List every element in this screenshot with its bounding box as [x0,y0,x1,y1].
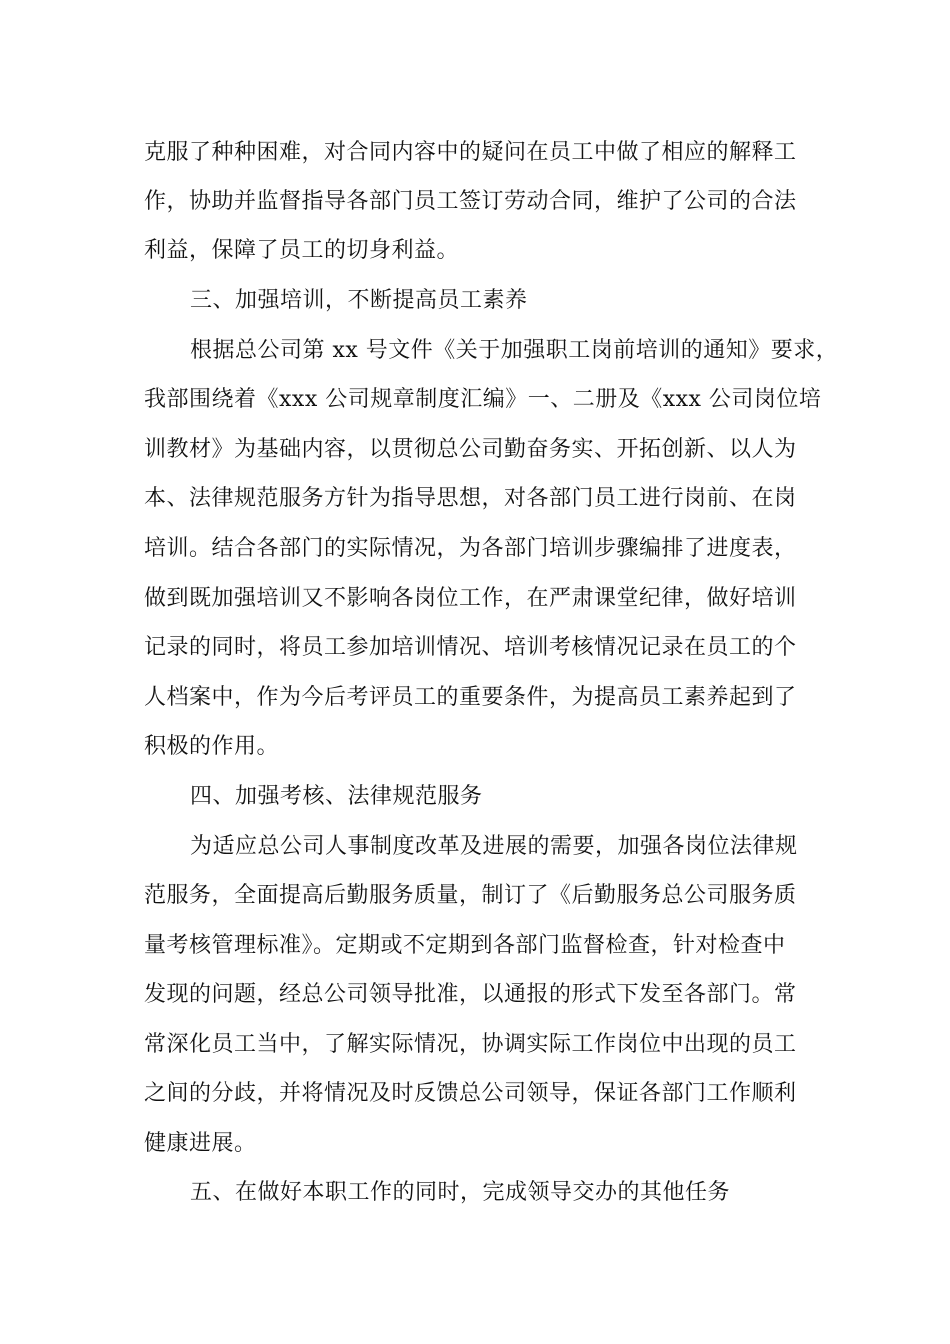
text-line: 克服了种种困难，对合同内容中的疑问在员工中做了相应的解释工 [144,140,797,165]
text-line: 为适应总公司人事制度改革及进展的需要，加强各岗位法律规 [190,834,798,859]
text-line: 常深化员工当中，了解实际情况，协调实际工作岗位中出现的员工 [144,1032,797,1057]
text-line: 根据总公司第 xx 号文件《关于加强职工岗前培训的通知》要求， [190,338,839,363]
section-heading: 五、在做好本职工作的同时，完成领导交办的其他任务 [190,1180,731,1205]
text-line: 利益，保障了员工的切身利益。 [144,238,460,263]
text-line: 范服务，全面提高后勤服务质量，制订了《后勤服务总公司服务质 [144,883,797,908]
section-heading: 四、加强考核、法律规范服务 [190,784,483,809]
text-line: 量考核管理标准》。定期或不定期到各部门监督检查，针对检查中 [144,933,786,958]
text-line: 记录的同时，将员工参加培训情况、培训考核情况记录在员工的个 [144,635,797,660]
text-line: 做到既加强培训又不影响各岗位工作，在严肃课堂纪律，做好培训 [144,586,797,611]
section-heading: 三、加强培训，不断提高员工素养 [190,288,528,313]
text-line: 之间的分歧，并将情况及时反馈总公司领导，保证各部门工作顺利 [144,1081,797,1106]
text-line: 我部围绕着《xxx 公司规章制度汇编》一、二册及《xxx 公司岗位培 [144,387,822,412]
text-line: 人档案中，作为今后考评员工的重要条件，为提高员工素养起到了 [144,685,797,710]
text-line: 训教材》为基础内容，以贯彻总公司勤奋务实、开拓创新、以人为 [144,437,797,462]
text-line: 健康进展。 [144,1131,257,1156]
text-line: 本、法律规范服务方针为指导思想，对各部门员工进行岗前、在岗 [144,486,797,511]
text-line: 作，协助并监督指导各部门员工签订劳动合同，维护了公司的合法 [144,189,797,214]
text-line: 积极的作用。 [144,734,280,759]
text-line: 发现的问题，经总公司领导批准，以通报的形式下发至各部门。常 [144,982,797,1007]
text-line: 培训。结合各部门的实际情况，为各部门培训步骤编排了进度表， [144,536,797,561]
